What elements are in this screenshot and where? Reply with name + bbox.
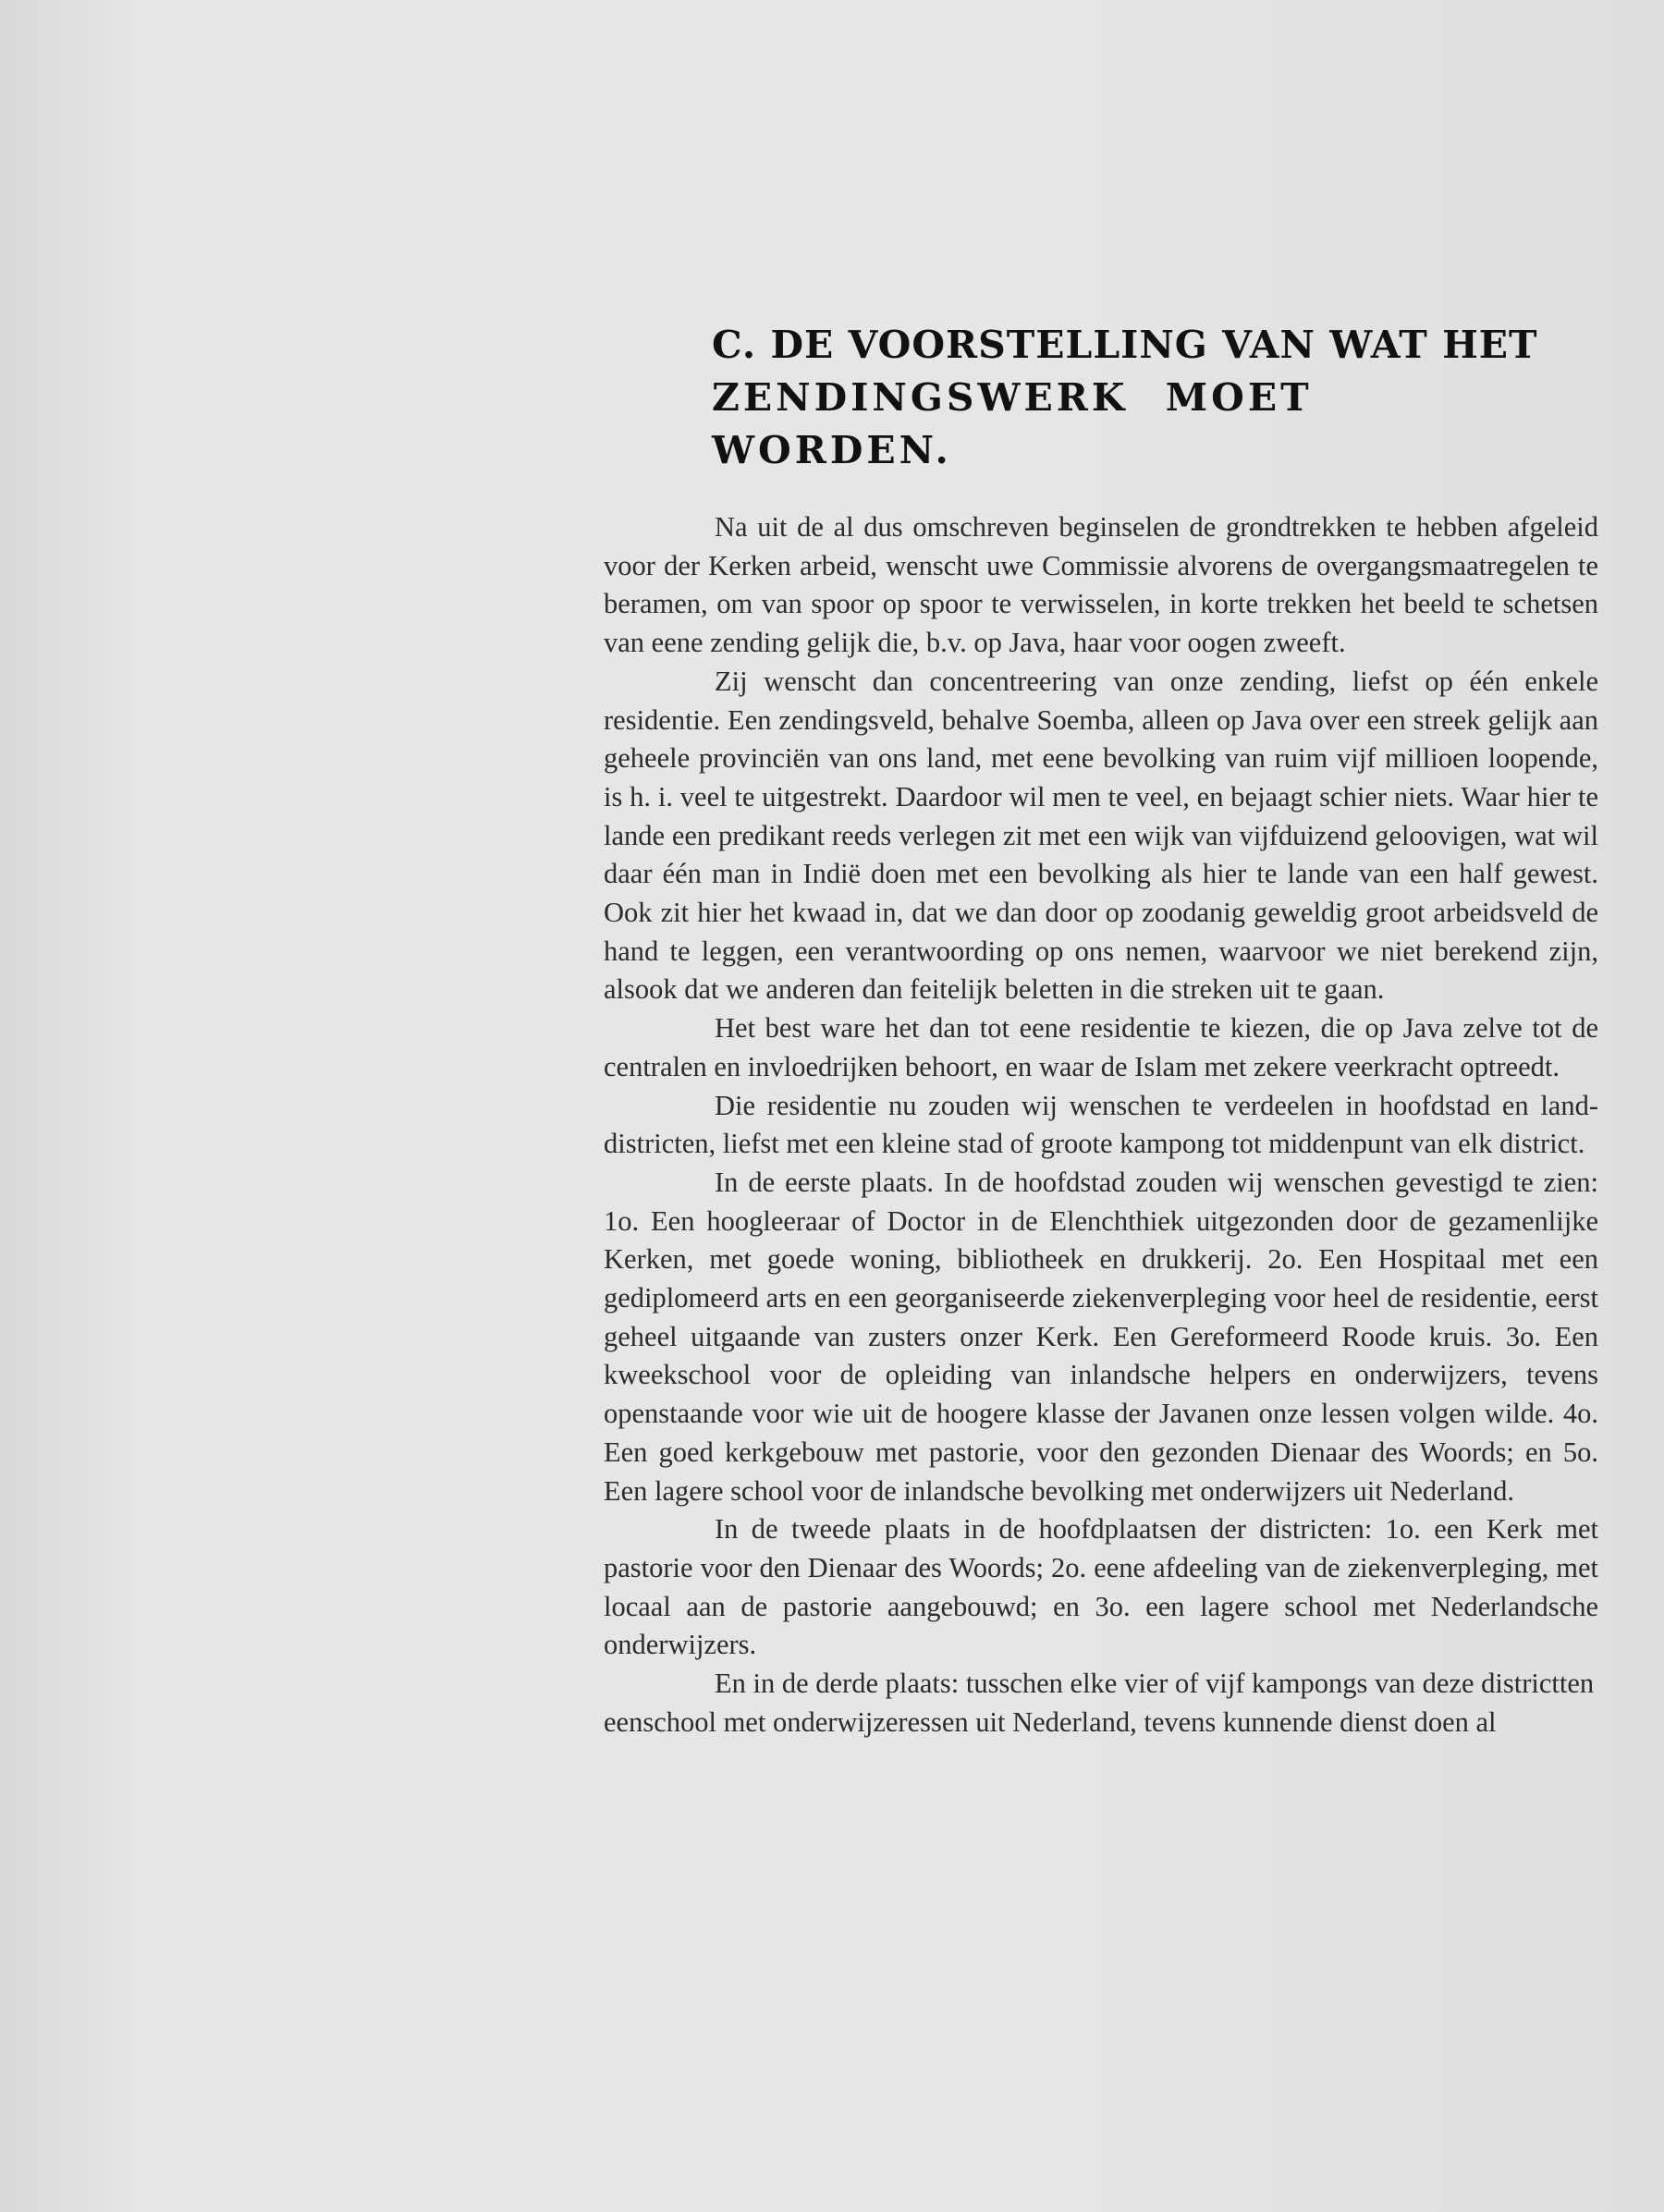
paragraph: Het best ware het dan tot eene residentie te kiezen, die op Java zelve tot de centralen en invloedrijken behoort, en waar de Islam met zekere veerkracht optreedt. (604, 1012, 1598, 1082)
paragraph: In de eerste plaats. In de hoofdstad zouden wij wenschen gevestigd te zien: 1o. Een hoogleeraar of Doctor in de Elenchthiek uitgezonden door de gezamenlijke Kerken, met goede woning, bibliotheek en drukkerij. 2o. Een Hospitaal met een gediplomeerd arts en een georganiseerde ziekenverpleging voor heel de residentie, eerst geheel uitgaande van zusters onzer Kerk. Een Gereformeerd Roode kruis. 3o. Een kweekschool voor de opleiding van inlandsche helpers en onderwijzers, tevens openstaande voor wie uit de hoogere klasse der Javanen onze lessen volgen wilde. 4o. Een goed kerkgebouw met pastorie, voor den gezonden Dienaar des Woords; en 5o. Een lagere school voor de inlandsche bevolking met onderwijzers uit Nederland. (604, 1166, 1598, 1507)
body-text (604, 508, 1598, 1742)
paragraph-last: En in de derde plaats: tusschen elke vier of vijf kampongs van deze districtten eenschool met onderwijzeressen uit Nederland, tevens kunnende dienst doen al (604, 1668, 1595, 1738)
paragraph: Zij wenscht dan concentreering van onze zending, liefst op één enkele residentie. Een zendingsveld, behalve Soemba, alleen op Java over een streek gelijk aan geheele provinciën van ons land, met eene bevolking van ruim vijf millioen loopende, is h. i. veel te uitgestrekt. Daardoor wil men te veel, en bejaagt schier niets. Waar hier te lande een predikant reeds verlegen zit met een wijk van vijfduizend geloovigen, wat wil daar één man in Indië doen met een bevolking als hier te lande van een half gewest. Ook zit hier het kwaad in, dat we dan door op zoodanig geweldig groot arbeidsveld de hand te leggen, een verantwoording op ons nemen, waarvoor we niet berekend zijn, alsook dat we anderen dan feitelijk beletten in die streken uit te gaan. (604, 665, 1598, 1006)
heading-line-2: ZENDINGSWERK MOET WORDEN. (712, 375, 1313, 472)
heading-line-1: C. DE VOORSTELLING VAN WAT HET (712, 323, 1538, 367)
paragraph: In de tweede plaats in de hoofdplaatsen der districten: 1o. een Kerk met pastorie voor den Dienaar des Woords; 2o. eene afdeeling van de ziekenverpleging, met locaal aan de pastorie aangebouwd; en 3o. een lagere school met Nederlandsche onderwijzers. (604, 1513, 1598, 1661)
section-heading (712, 319, 1544, 477)
paragraph: Die residentie nu zouden wij wenschen te verdeelen in hoofdstad en land-districten, liefst met een kleine stad of groote kampong tot middenpunt van elk district. (604, 1089, 1598, 1160)
paragraph: Na uit de al dus omschreven beginselen de grondtrekken te hebben afgeleid voor der Kerken arbeid, wenscht uwe Commissie alvorens de overgangsmaatregelen te beramen, om van spoor op spoor te verwisselen, in korte trekken het beeld te schetsen van eene zending gelijk die, b.v. op Java, haar voor oogen zweeft. (604, 511, 1598, 659)
